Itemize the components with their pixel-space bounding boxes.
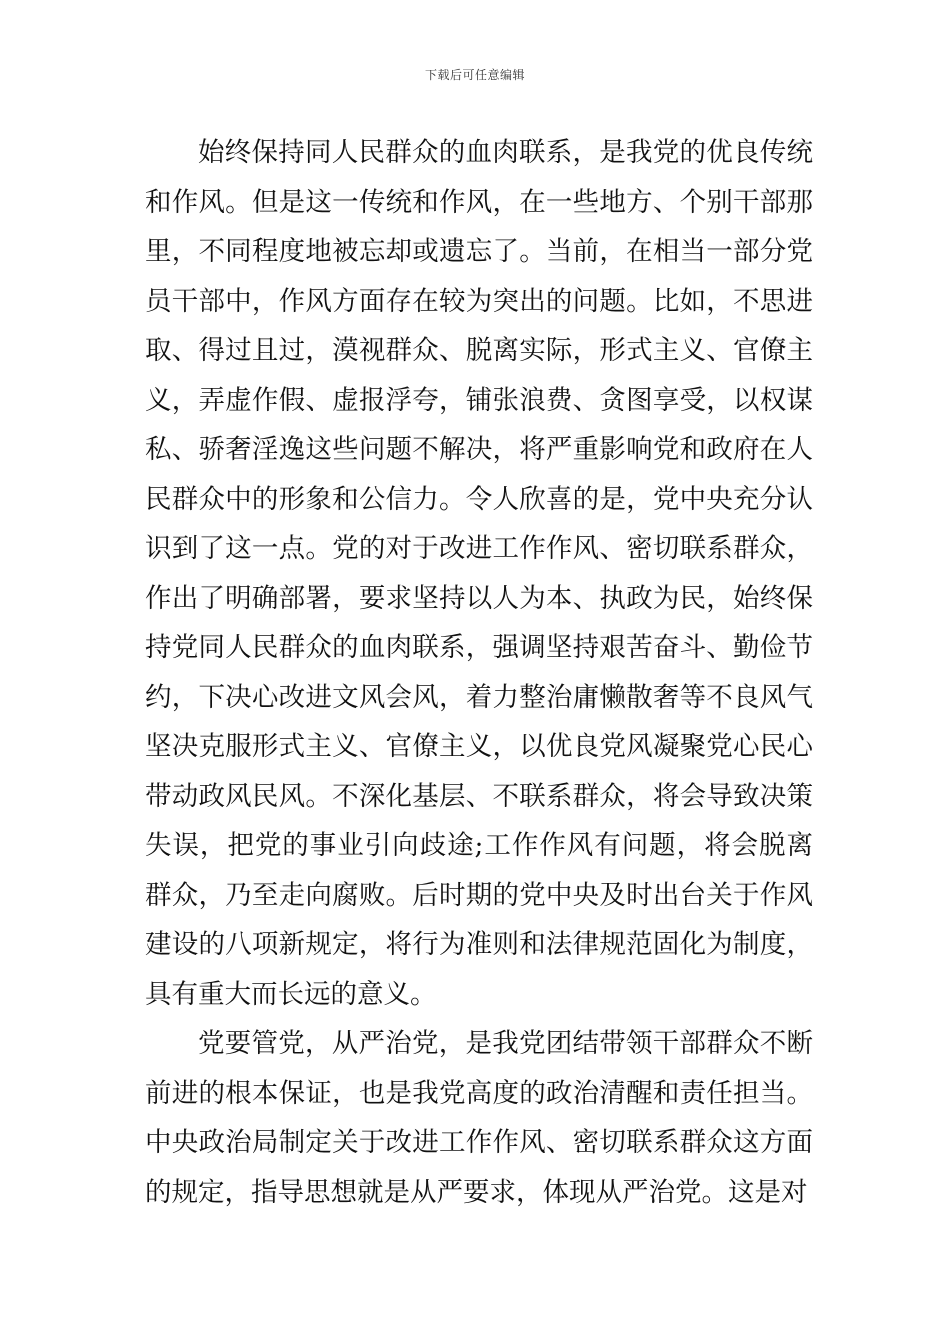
document-body [145, 128, 813, 1217]
paragraph: 党要管党，从严治党，是我党团结带领干部群众不断前进的根本保证，也是我党高度的政治清醒和责任担当。中央政治局制定关于改进工作作风、密切联系群众这方面的规定，指导思想就是从严要求，体现从严治党。这是对 [145, 1028, 813, 1208]
page-header-note: 下载后可任意编辑 [424, 68, 525, 82]
paragraph: 始终保持同人民群众的血肉联系，是我党的优良传统和作风。但是这一传统和作风，在一些地方、个别干部那里，不同程度地被忘却或遗忘了。当前，在相当一部分党员干部中，作风方面存在较为突出的问题。比如，不思进取、得过且过，漠视群众、脱离实际，形式主义、官僚主义，弄虚作假、虚报浮夸，铺张浪费、贪图享受，以权谋私、骄奢淫逸这些问题不解决，将严重影响党和政府在人民群众中的形象和公信力。令人欣喜的是，党中央充分认识到了这一点。党的对于改进工作作风、密切联系群众，作出了明确部署，要求坚持以人为本、执政为民，始终保持党同人民群众的血肉联系，强调坚持艰苦奋斗、勤俭节约，下决心改进文风会风，着力整治庸懒散奢等不良风气坚决克服形式主义、官僚主义，以优良党风凝聚党心民心带动政风民风。不深化基层、不联系群众，将会导致决策失误，把党的事业引向歧途;工作作风有问题，将会脱离群众，乃至走向腐败。后时期的党中央及时出台关于作风建设的八项新规定，将行为准则和法律规范固化为制度，具有重大而长远的意义。 [145, 137, 813, 1010]
